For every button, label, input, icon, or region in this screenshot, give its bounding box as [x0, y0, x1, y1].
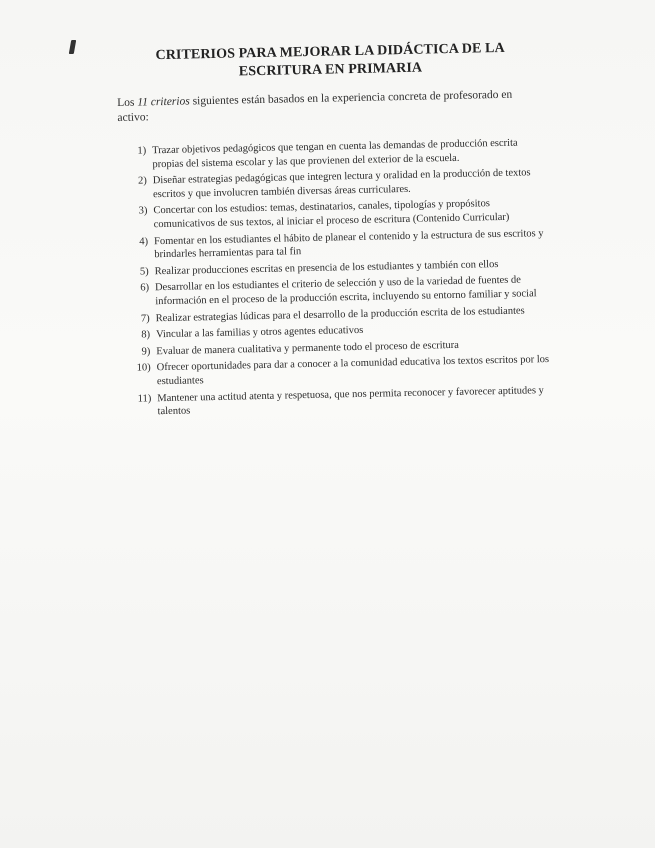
criterion-number: 8) — [141, 329, 151, 341]
criterion-number: 9) — [141, 346, 151, 358]
document-content — [116, 39, 552, 423]
criterion-number: 5) — [139, 266, 149, 278]
criterion-text: Concertar con los estudios: temas, destinatarios, canales, tipologías y propósitos comunicativos de sus textos, al iniciar el proceso de escritura (Contenido Curricular) — [153, 198, 510, 231]
document-title: CRITERIOS PARA MEJORAR LA DIDÁCTICA DE LA ESCRITURA EN PRIMARIA — [155, 40, 505, 80]
criterion-item — [123, 383, 551, 419]
criterion-text: Ofrecer oportunidades para dar a conocer a la comunidad educativa los textos escritos por los estudiantes — [156, 354, 550, 388]
criterion-number: 10) — [136, 362, 151, 374]
intro-prefix: Los — [117, 96, 138, 109]
criterion-number: 1) — [137, 145, 147, 157]
criterion-text: Diseñar estrategias pedagógicas que integren lectura y oralidad en la producción de textos escritos y que involucren también diversas áreas curriculares. — [152, 167, 531, 201]
criterion-text: Mantener una actitud atenta y respetuosa, que nos permita reconocer y favorecer aptitudes y talentos — [157, 384, 544, 418]
criterion-number: 2) — [137, 175, 147, 187]
criterion-text: Trazar objetivos pedagógicos que tengan en cuenta las demandas de producción escrita propias del sistema escolar y las que provienen del exterior de la escuela. — [152, 137, 518, 170]
intro-suffix: siguientes están basados en la experiencia concreta de profesorado en activo: — [117, 88, 513, 124]
criterion-text: Fomentar en los estudiantes el hábito de planear el contenido y la estructura de sus escritos y brindarles herramientas para tal fin — [153, 227, 544, 261]
criterion-number: 3) — [138, 205, 148, 217]
intro-emphasis: 11 criterios — [137, 95, 190, 109]
criterion-number: 7) — [140, 312, 150, 325]
corner-pen-mark — [69, 40, 76, 54]
criterion-text: Realizar estrategias lúdicas para el desarrollo de la producción escrita de los estudiantes — [155, 305, 525, 324]
criterion-number: 11) — [137, 392, 152, 405]
criterion-text: Evaluar de manera cualitativa y permanente todo el proceso de escritura — [156, 339, 460, 357]
criterion-number: 6) — [140, 282, 150, 294]
criterion-text: Realizar producciones escritas en presencia de los estudiantes y también con ellos — [154, 258, 499, 277]
criteria-list — [118, 136, 552, 420]
intro-paragraph — [117, 87, 546, 126]
criterion-text: Desarrollar en los estudiantes el criterio de selección y uso de la variedad de fuentes de información en el proceso de la producción escrita, incluyendo su entorno familiar y social — [154, 274, 537, 308]
criterion-text: Vincular a las familias y otros agentes educativos — [155, 325, 364, 341]
criterion-number: 4) — [139, 235, 149, 248]
